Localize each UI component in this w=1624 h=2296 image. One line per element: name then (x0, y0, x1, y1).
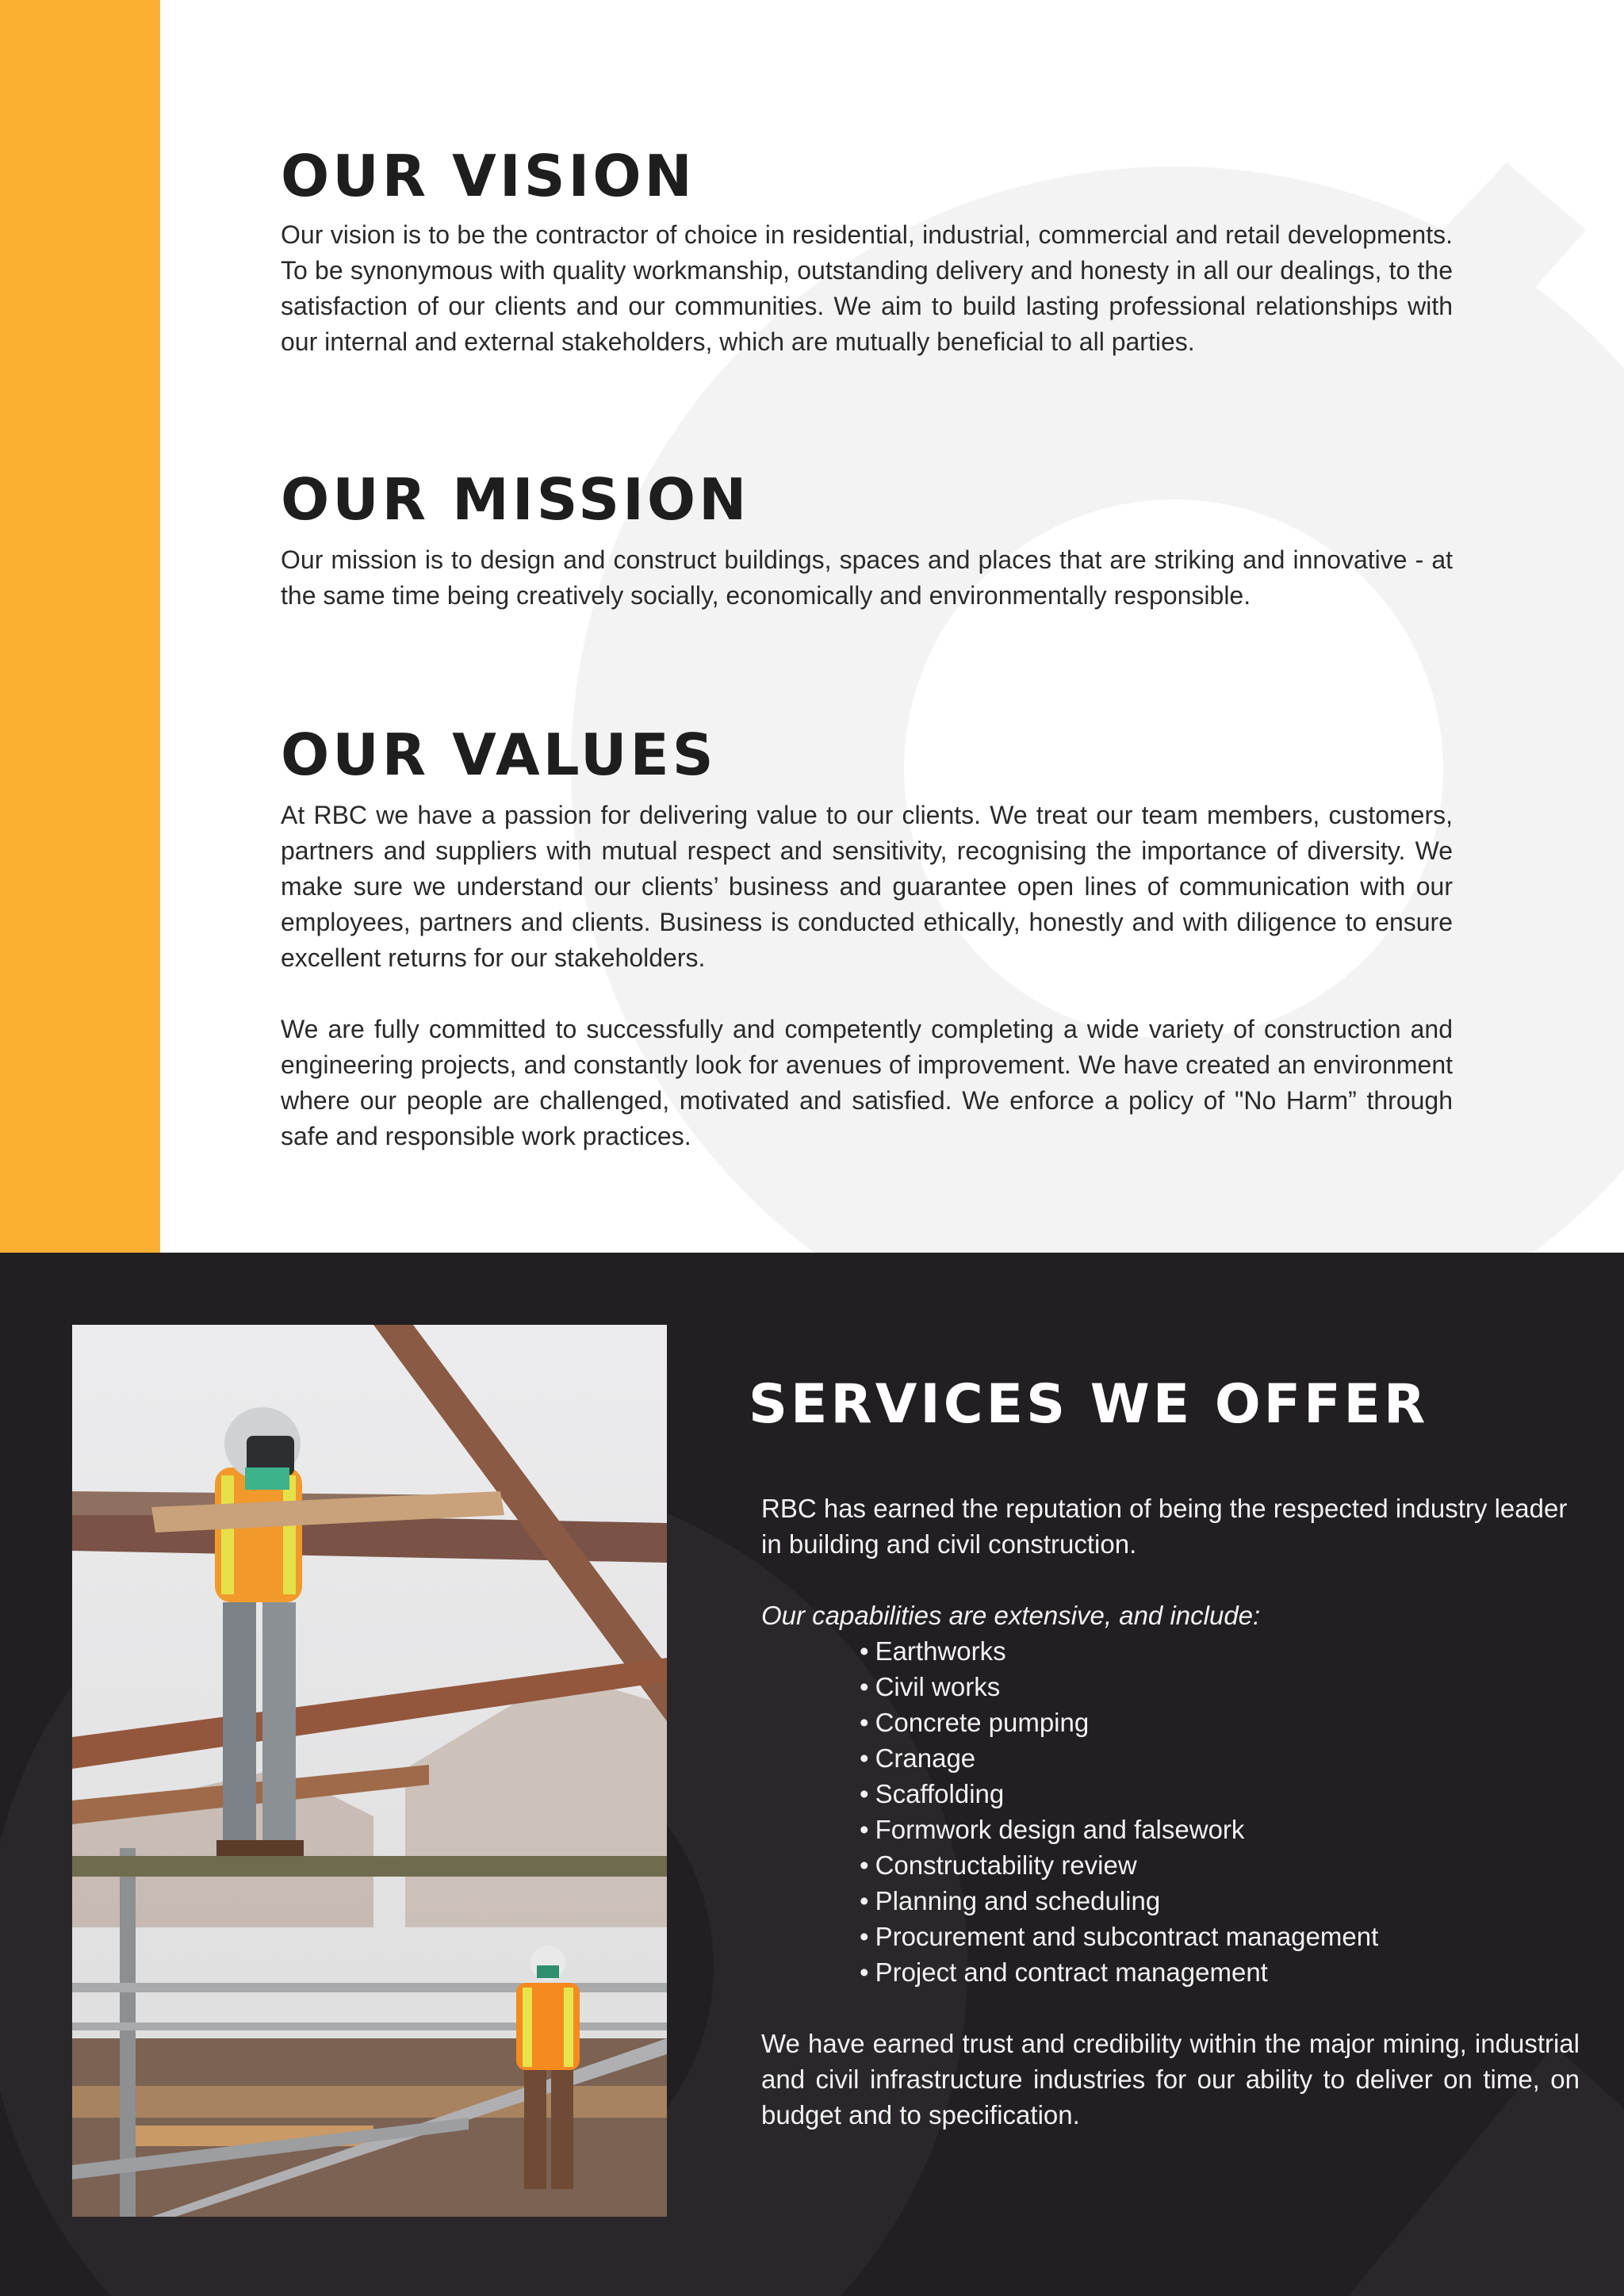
capabilities-list (761, 1633, 1580, 1990)
capability-item: • Formwork design and falsework (860, 1812, 1580, 1847)
mission-heading: OUR MISSION (281, 466, 750, 533)
construction-workers-photo (72, 1325, 667, 2217)
capability-item: • Scaffolding (860, 1776, 1580, 1812)
services-intro: RBC has earned the reputation of being the respected industry leader in building and civil construction. (761, 1494, 1568, 1559)
capability-item: • Constructability review (860, 1847, 1580, 1883)
services-closing: We have earned trust and credibility within the major mining, industrial and civil infrastructure industries for our ability to deliver on time, on budget and to specification. (761, 2029, 1580, 2130)
mission-block (281, 466, 1453, 614)
values-heading: OUR VALUES (281, 721, 717, 788)
capability-item: • Civil works (860, 1669, 1580, 1705)
capability-item: • Procurement and subcontract management (860, 1919, 1580, 1954)
vision-heading: OUR VISION (281, 143, 695, 209)
scaffolding-illustration (72, 1325, 667, 2217)
vision-block (281, 143, 1453, 360)
values-block (281, 721, 1453, 1154)
capability-item: • Project and contract management (860, 1954, 1580, 1990)
vision-text: Our vision is to be the contractor of choice in residential, industrial, commercial and retail developments. To be synonymous with quality workmanship, outstanding delivery and honesty in all our dealings, to the satisfaction of our clients and our communities. We aim to build lasting professional relationships with our internal and external stakeholders, which are mutually beneficial to all parties. (281, 220, 1453, 356)
capability-item: • Earthworks (860, 1633, 1580, 1669)
values-text-2: We are fully committed to successfully and competently completing a wide variety of construction and engineering projects, and constantly look for avenues of improvement. We have created an environment where our people are challenged, motivated and satisfied. We enforce a policy of "No Harm” through safe and responsible work practices. (281, 1015, 1453, 1150)
capability-item: • Cranage (860, 1740, 1580, 1776)
services-content (761, 1490, 1580, 2133)
values-text-1: At RBC we have a passion for delivering value to our clients. We treat our team members, customers, partners and suppliers with mutual respect and sensitivity, recognising the importance of diversity. We make sure we understand our clients’ business and guarantee open lines of communication with our employees, partners and clients. Business is conducted ethically, honestly and with diligence to ensure excellent returns for our stakeholders. (281, 801, 1453, 972)
services-section (0, 1253, 1624, 2296)
capability-item: • Concrete pumping (860, 1705, 1580, 1740)
capabilities-title: Our capabilities are extensive, and include: (761, 1601, 1261, 1630)
mission-text: Our mission is to design and construct buildings, spaces and places that are striking and innovative - at the same time being creatively socially, economically and environmentally responsible. (281, 545, 1453, 610)
services-heading: SERVICES WE OFFER (749, 1373, 1429, 1436)
capability-item: • Planning and scheduling (860, 1883, 1580, 1919)
